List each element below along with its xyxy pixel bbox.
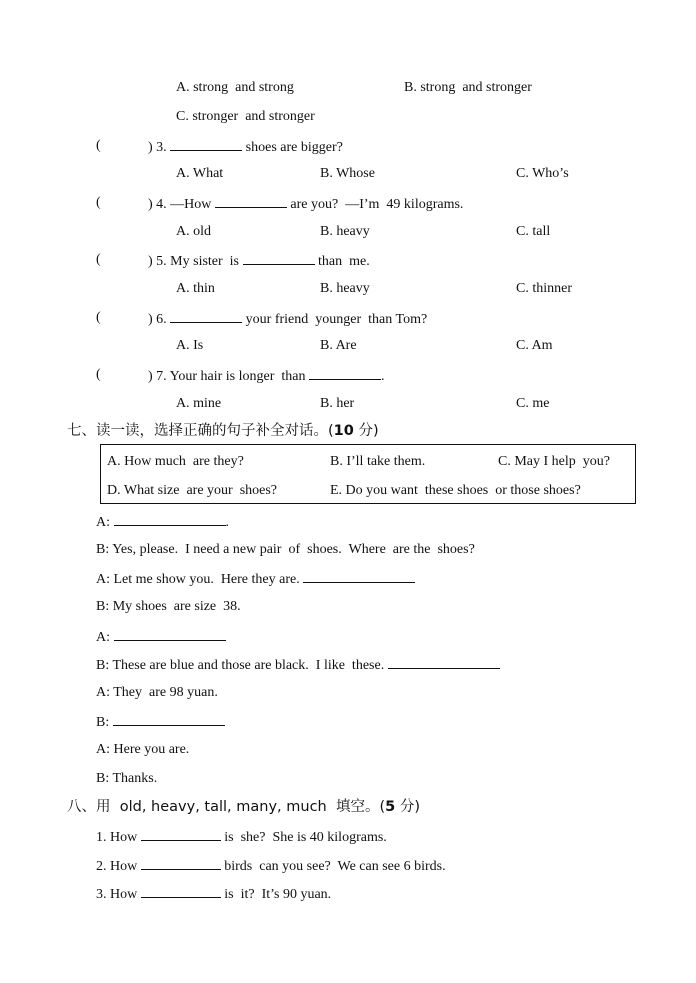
speaker: B: — [96, 599, 110, 614]
question-text: Your hair is longer than — [169, 369, 309, 384]
section-score: 5 — [385, 799, 396, 815]
answer-paren-open: ( — [96, 367, 101, 382]
section-score-unit: 分) — [353, 423, 379, 439]
question-number: ) 6. — [148, 312, 167, 327]
item-text: 2. How — [96, 859, 141, 874]
answer-blank[interactable] — [309, 366, 381, 380]
option-b: B. heavy — [320, 224, 370, 239]
option-c: C. stronger and stronger — [176, 109, 315, 124]
option-a: A. old — [176, 224, 211, 239]
speaker: A: — [96, 742, 110, 757]
section-title-text: 七、读一读，选择正确的句子补全对话。( — [67, 423, 334, 439]
question-text: —How — [170, 197, 215, 212]
dialogue-text: My shoes are size 38. — [109, 599, 241, 614]
section-8-title — [67, 798, 420, 816]
answer-blank[interactable] — [215, 194, 287, 208]
dialogue-line — [96, 684, 218, 702]
dialogue-line — [96, 541, 475, 559]
fill-item — [96, 856, 446, 876]
dialogue-text: . — [225, 515, 229, 530]
speaker: A: — [96, 685, 110, 700]
dialogue-line — [96, 741, 189, 759]
option-a: A. thin — [176, 281, 215, 296]
answer-blank[interactable] — [141, 827, 221, 841]
dialogue-line — [96, 627, 226, 647]
option-c: C. thinner — [516, 281, 572, 296]
answer-blank[interactable] — [141, 856, 221, 870]
question-number: ) 4. — [148, 197, 167, 212]
answer-blank[interactable] — [170, 309, 242, 323]
question-number: ) 7. — [148, 369, 167, 384]
question-text: shoes are bigger? — [242, 140, 343, 155]
answer-blank[interactable] — [303, 569, 415, 583]
answer-blank[interactable] — [141, 884, 221, 898]
dialogue-text: Yes, please. I need a new pair of shoes. Where are the shoes? — [109, 542, 475, 557]
item-text: 1. How — [96, 830, 141, 845]
speaker: A: — [96, 572, 110, 587]
dialogue-text: Thanks. — [109, 771, 158, 786]
answer-paren-open: ( — [96, 138, 101, 153]
answer-blank[interactable] — [243, 251, 315, 265]
box-option-e: E. Do you want these shoes or those shoes? — [330, 483, 581, 498]
speaker: B: — [96, 542, 110, 557]
dialogue-line — [96, 712, 225, 732]
speaker: B: — [96, 715, 110, 730]
question-number: ) 3. — [148, 140, 167, 155]
question-text: than me. — [314, 254, 370, 269]
box-option-b: B. I’ll take them. — [330, 454, 426, 469]
question-number: ) 5. — [148, 254, 167, 269]
option-b: B. strong and stronger — [404, 80, 532, 95]
answer-paren-open: ( — [96, 310, 101, 325]
option-b: B. Whose — [320, 166, 375, 181]
box-option-d: D. What size are your shoes? — [107, 483, 278, 498]
question-5 — [148, 251, 370, 271]
section-score-unit: 分) — [395, 799, 420, 815]
item-text: birds can you see? We can see 6 birds. — [220, 859, 446, 874]
box-option-c: C. May I help you? — [498, 454, 610, 469]
dialogue-line — [96, 598, 241, 616]
box-option-a: A. How much are they? — [107, 454, 244, 469]
dialogue-text: Here you are. — [110, 742, 190, 757]
question-4 — [148, 194, 463, 214]
section-title-text: 八、用 old, heavy, tall, many, much 填空。( — [67, 799, 386, 815]
option-a: A. Is — [176, 338, 204, 353]
question-text: . — [381, 369, 385, 384]
fill-item — [96, 827, 387, 847]
speaker: A: — [96, 630, 110, 645]
speaker: B: — [96, 771, 110, 786]
section-7-title — [67, 422, 379, 440]
option-b: B. Are — [320, 338, 357, 353]
item-text: 3. How — [96, 887, 141, 902]
answer-blank[interactable] — [170, 137, 242, 151]
dialogue-line — [96, 569, 415, 589]
question-7 — [148, 366, 385, 386]
option-c: C. Am — [516, 338, 553, 353]
answer-paren-open: ( — [96, 252, 101, 267]
speaker: A: — [96, 515, 110, 530]
option-c: C. me — [516, 396, 550, 411]
question-text: are you? —I’m 49 kilograms. — [286, 197, 464, 212]
option-b: B. her — [320, 396, 355, 411]
speaker: B: — [96, 658, 110, 673]
answer-blank[interactable] — [113, 712, 225, 726]
dialogue-text: They are 98 yuan. — [110, 685, 218, 700]
option-a: A. strong and strong — [176, 80, 294, 95]
question-6 — [148, 309, 427, 329]
item-text: is it? It’s 90 yuan. — [220, 887, 332, 902]
option-b: B. heavy — [320, 281, 370, 296]
dialogue-text: These are blue and those are black. I like these. — [109, 658, 388, 673]
question-text: My sister is — [170, 254, 243, 269]
fill-item — [96, 884, 331, 904]
option-c: C. tall — [516, 224, 551, 239]
section-score: 10 — [333, 423, 354, 439]
dialogue-line — [96, 512, 229, 532]
dialogue-text: Let me show you. Here they are. — [110, 572, 304, 587]
option-a: A. mine — [176, 396, 222, 411]
answer-blank[interactable] — [388, 655, 500, 669]
answer-blank[interactable] — [114, 627, 226, 641]
question-text: your friend younger than Tom? — [242, 312, 428, 327]
dialogue-line — [96, 770, 157, 788]
answer-blank[interactable] — [114, 512, 226, 526]
answer-paren-open: ( — [96, 195, 101, 210]
option-a: A. What — [176, 166, 224, 181]
option-c: C. Who’s — [516, 166, 569, 181]
question-3 — [148, 137, 343, 157]
item-text: is she? She is 40 kilograms. — [220, 830, 387, 845]
dialogue-line — [96, 655, 500, 675]
